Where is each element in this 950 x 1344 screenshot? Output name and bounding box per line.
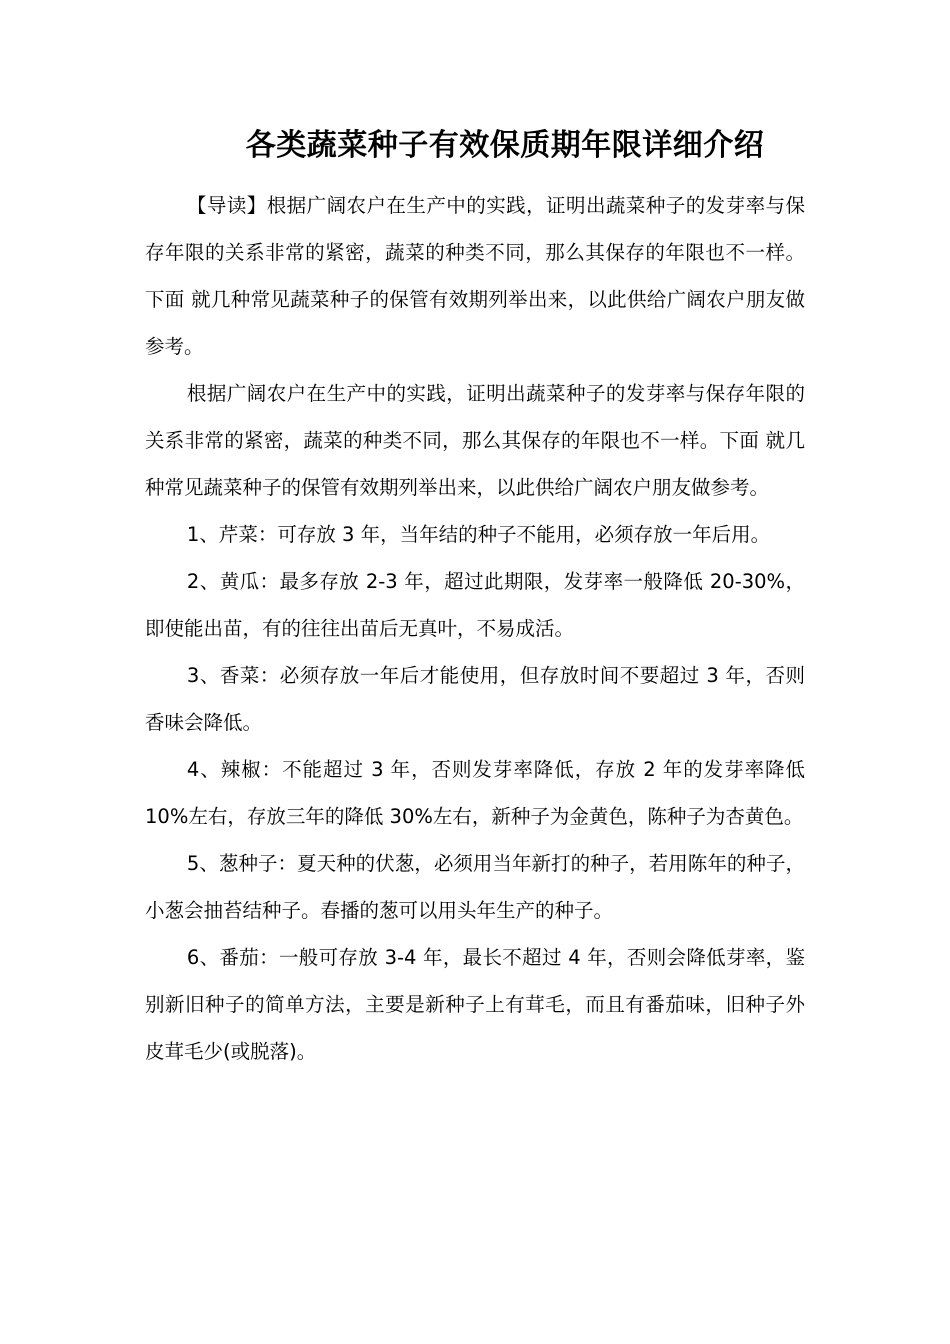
document-body: [145, 182, 805, 1075]
intro-paragraph: 【导读】根据广阔农户在生产中的实践，证明出蔬菜种子的发芽率与保存年限的关系非常的紧密，蔬菜的种类不同，那么其保存的年限也不一样。下面 就几种常见蔬菜种子的保管有效期列举出来，以此供给广阔农户朋友做参考。: [145, 194, 805, 358]
list-item-celery: 1、芹菜：可存放 3 年，当年结的种子不能用，必须存放一年后用。: [186, 523, 771, 546]
list-item-cucumber: 2、黄瓜：最多存放 2-3 年，超过此期限，发芽率一般降低 20-30%，即使能出苗，有的往往出苗后无真叶，不易成活。: [145, 570, 805, 640]
document-title: 各类蔬菜种子有效保质期年限详细介绍: [245, 128, 765, 163]
list-item-scallion: 5、葱种子：夏天种的伏葱，必须用当年新打的种子，若用陈年的种子，小葱会抽苔结种子。春播的葱可以用头年生产的种子。: [145, 852, 805, 922]
body-paragraph: 根据广阔农户在生产中的实践，证明出蔬菜种子的发芽率与保存年限的关系非常的紧密，蔬菜的种类不同，那么其保存的年限也不一样。下面 就几种常见蔬菜种子的保管有效期列举出来，以此供给广阔农户朋友做参考。: [145, 382, 805, 499]
list-item-coriander: 3、香菜：必须存放一年后才能使用，但存放时间不要超过 3 年，否则香味会降低。: [145, 664, 805, 734]
list-item-tomato: 6、番茄：一般可存放 3-4 年，最长不超过 4 年，否则会降低芽率，鉴别新旧种子的简单方法，主要是新种子上有茸毛，而且有番茄味，旧种子外皮茸毛少(或脱落)。: [145, 946, 805, 1063]
list-item-pepper: 4、辣椒：不能超过 3 年，否则发芽率降低，存放 2 年的发芽率降低 10%左右，存放三年的降低 30%左右，新种子为金黄色，陈种子为杏黄色。: [145, 758, 805, 828]
